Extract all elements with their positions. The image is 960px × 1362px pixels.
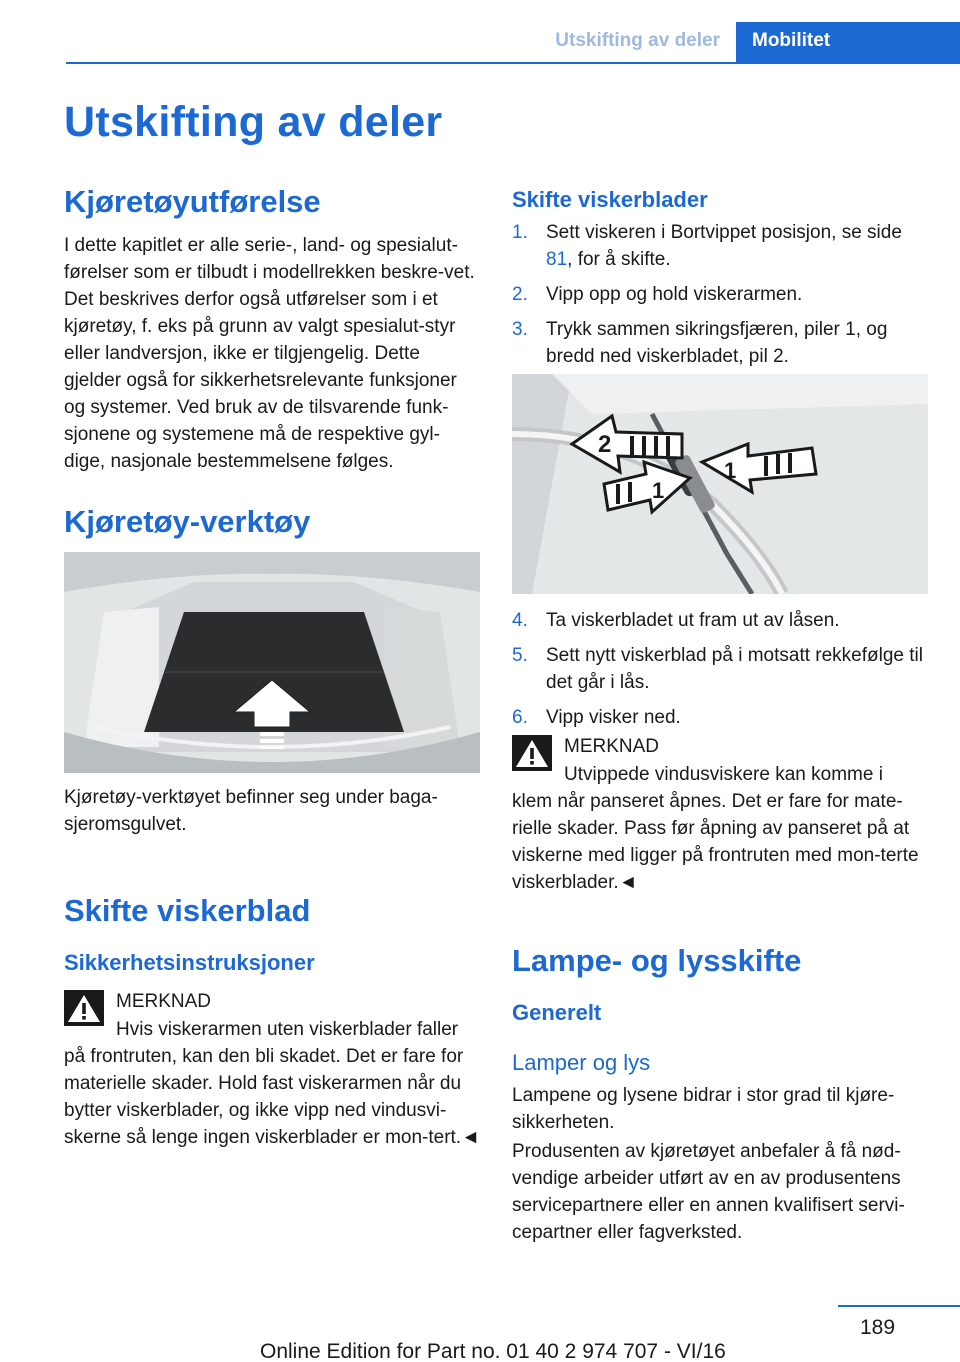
step-number: 4.: [512, 610, 528, 631]
header-section-title: Utskifting av deler: [555, 30, 720, 51]
list-item: [512, 607, 928, 634]
heading-vehicle-model: Kjøretøyutførelse: [64, 184, 321, 219]
model-paragraph: I dette kapitlet er alle serie-, land- og spesialut-førelser som er tilbudt i modellrekken beskre-vet. Det beskrives derfor også utførelser som i et kjøretøy, f. eks på grunn av valgt spesialut-styr eller landversjon, ikke er tilgjengelig. Dette gjelder også for sikkerhetsrelevante funksjoner og systemer. Ved bruk av de tilsvarende funk-sjonene og systemene må de respektive gyl-dige, nasjonale bestemmelsene følges.: [64, 235, 475, 472]
step-text: Vipp visker ned.: [546, 707, 681, 728]
lights-paragraph-1: Lampene og lysene bidrar i stor grad til kjøre-sikkerheten.: [512, 1085, 895, 1133]
step-number: 6.: [512, 707, 528, 728]
heading-lamp-change: Lampe- og lysskifte: [512, 943, 802, 978]
step-text-end: , for å skifte.: [567, 249, 671, 270]
step-number: 5.: [512, 645, 528, 666]
header-rule: [66, 62, 960, 64]
step-text: Sett viskeren i Bortvippet posisjon, se side: [546, 222, 902, 243]
warning-title: MERKNAD: [564, 736, 660, 757]
warning-text: Utvippede vindusviskere kan komme i klem når panseret åpnes. Det er fare for mate-rielle skader. Pass før åpning av panseret på at viskerne med ligger på frontruten med mon-terte viskerblader.◄: [512, 764, 919, 893]
running-header: [66, 22, 960, 64]
step-number: 2.: [512, 284, 528, 305]
arrow-label-2: 2: [598, 431, 612, 458]
tools-paragraph: Kjøretøy-verktøyet befinner seg under baga-sjeromsgulvet.: [64, 787, 438, 835]
heading-change-wiper-blades: Skifte viskerblader: [512, 187, 708, 212]
list-item: [512, 704, 928, 731]
step-text: Ta viskerbladet ut fram ut av låsen.: [546, 610, 840, 631]
wiper-blade-illustration: [512, 374, 928, 594]
heading-change-wiper: Skifte viskerblad: [64, 893, 311, 928]
heading-general: Generelt: [512, 1000, 602, 1025]
header-chapter-tab: Mobilitet: [736, 22, 960, 64]
step-text: Trykk sammen sikringsfjæren, piler 1, og bredd ned viskerbladet, pil 2.: [546, 319, 888, 367]
page-number: 189: [860, 1316, 896, 1339]
heading-safety: Sikkerhetsinstruksjoner: [64, 950, 315, 975]
arrow-label-1-left: 1: [652, 478, 665, 503]
list-item: [512, 316, 928, 370]
heading-vehicle-tools: Kjøretøy-verktøy: [64, 504, 311, 539]
wiper-steps-2: [512, 607, 928, 739]
page-title: Utskifting av deler: [64, 98, 443, 146]
lights-paragraph-2: Produsenten av kjøretøyet anbefaler å få nød-vendige arbeider utført av en av produsentens servicepartnere eller en annen kvalifisert servi-cepartner eller fagverksted.: [512, 1141, 905, 1243]
edition-line: Online Edition for Part no. 01 40 2 974 707 - VI/16: [260, 1340, 726, 1362]
footer-rule: [838, 1305, 960, 1307]
list-item: [512, 642, 928, 696]
step-number: 3.: [512, 319, 528, 340]
wiper-steps-1: [512, 219, 928, 378]
trunk-tools-illustration: [64, 552, 480, 773]
heading-lamps-lights: Lamper og lys: [512, 1050, 651, 1075]
step-number: 1.: [512, 222, 528, 243]
list-item: [512, 281, 928, 308]
step-text: Sett nytt viskerblad på i motsatt rekkefølge til det går i lås.: [546, 645, 923, 693]
warning-title: MERKNAD: [116, 991, 212, 1012]
list-item: [512, 219, 928, 273]
warning-text: Hvis viskerarmen uten viskerblader faller på frontruten, kan den bli skadet. Det er fare for materielle skader. Hold fast viskerarmen når du bytter viskerblader, og ikke vipp ned vindusvi-skerne så lenge ingen viskerblader er mon-tert.◄: [64, 1019, 480, 1148]
step-text: Vipp opp og hold viskerarmen.: [546, 284, 803, 305]
arrow-label-1-right: 1: [724, 458, 737, 483]
page-link-81[interactable]: 81: [546, 249, 568, 270]
